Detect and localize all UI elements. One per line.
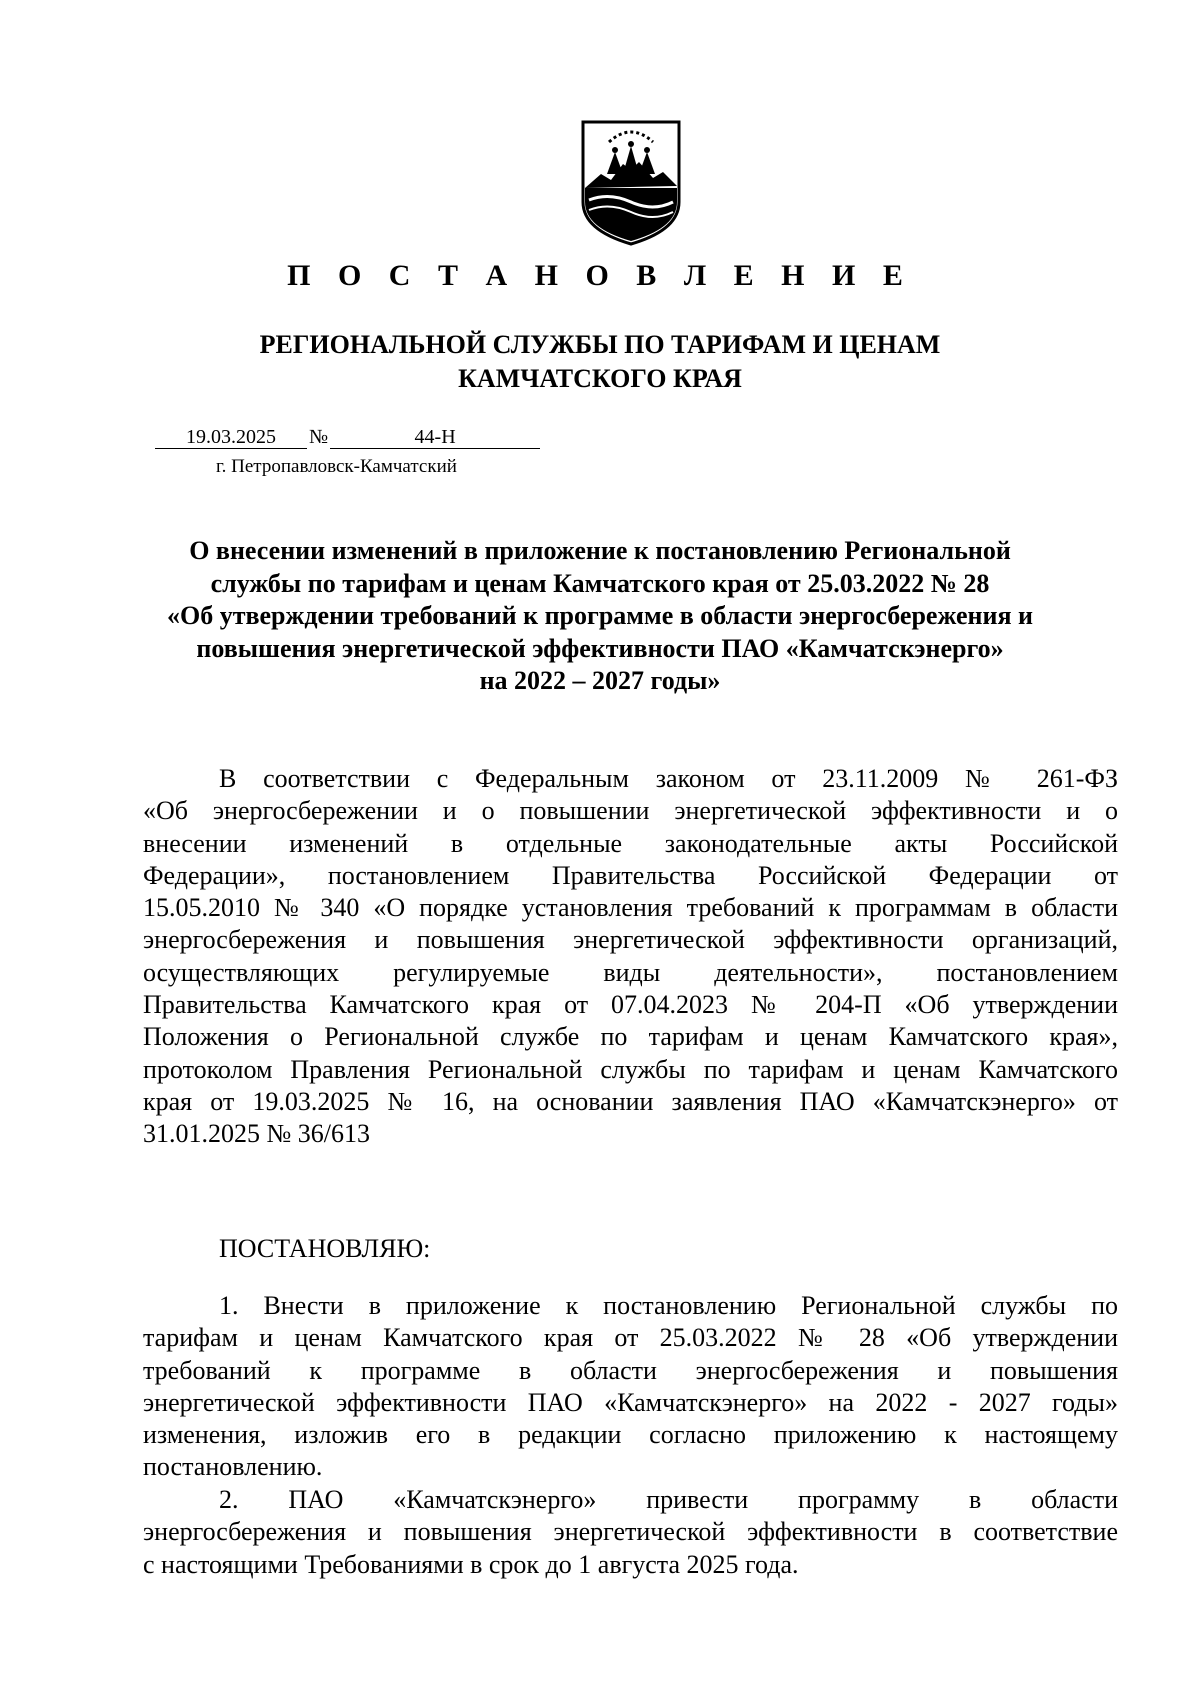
decree-word: ПОСТАНОВЛЯЮ: <box>219 1234 431 1263</box>
preamble-line: энергосбережения и повышения энергетической эффективности организаций, <box>143 925 1118 955</box>
item-line: с настоящими Требованиями в срок до 1 августа 2025 года. <box>143 1549 799 1579</box>
date-number-line <box>155 424 540 450</box>
preamble-line: внесении изменений в отдельные законодательные акты Российской <box>143 828 1118 858</box>
agency-line: КАМЧАТСКОГО КРАЯ <box>458 364 742 393</box>
kamchatka-coat-of-arms-icon <box>579 118 683 246</box>
preamble-line: Федерации», постановлением Правительства Российской Федерации от <box>143 860 1118 890</box>
preamble-line: протоколом Правления Региональной службы по тарифам и ценам Камчатского <box>143 1054 1118 1084</box>
preamble-line: 31.01.2025 № 36/613 <box>143 1119 371 1149</box>
document-date: 19.03.2025 <box>155 426 307 449</box>
preamble-line: 15.05.2010 № 340 «О порядке установления требований к программам в области <box>143 893 1118 923</box>
subject-line: «Об утверждении требований к программе в области энергосбережения и <box>166 601 1033 630</box>
item-line: изменения, изложив его в редакции согласно приложению к настоящему <box>143 1420 1118 1450</box>
decree-item-2 <box>143 1484 1118 1581</box>
preamble-line: края от 19.03.2025 № 16, на основании заявления ПАО «Камчатскэнерго» от <box>143 1086 1118 1116</box>
agency-line: РЕГИОНАЛЬНОЙ СЛУЖБЫ ПО ТАРИФАМ И ЦЕНАМ <box>259 330 941 359</box>
subject-line: службы по тарифам и ценам Камчатского края от 25.03.2022 № 28 <box>210 568 990 598</box>
subject-line: на 2022 – 2027 годы» <box>479 666 721 695</box>
preamble-line: Правительства Камчатского края от 07.04.2023 № 204-П «Об утверждении <box>143 990 1118 1020</box>
item-line: постановлению. <box>143 1452 323 1482</box>
preamble-line: осуществляющих регулируемые виды деятельности», постановлением <box>143 957 1118 987</box>
item-line: энергосбережения и повышения энергетической эффективности в соответствие <box>143 1517 1118 1547</box>
document-number: 44-Н <box>330 426 540 449</box>
item-line: 2. ПАО «Камчатскэнерго» привести программу в области <box>219 1485 1118 1514</box>
preamble-paragraph <box>143 763 1118 1151</box>
document-subject <box>120 535 1080 698</box>
number-sign: № <box>309 426 329 448</box>
preamble-line: «Об энергосбережении и о повышении энергетической эффективности и о <box>143 796 1118 826</box>
preamble-line: Положения о Региональной службе по тарифам и ценам Камчатского края», <box>143 1022 1118 1052</box>
decree-item-1 <box>143 1290 1118 1484</box>
subject-line: О внесении изменений в приложение к постановлению Региональной <box>189 536 1011 565</box>
city: г. Петропавловск-Камчатский <box>216 456 457 477</box>
issuing-agency <box>0 328 1200 396</box>
item-line: тарифам и ценам Камчатского края от 25.03.2022 № 28 «Об утверждении <box>143 1323 1118 1353</box>
subject-line: повышения энергетической эффективности ПАО «Камчатскэнерго» <box>196 633 1004 663</box>
document-type-title: П О С Т А Н О В Л Е Н И Е <box>287 259 913 292</box>
item-line: требований к программе в области энергосбережения и повышения <box>143 1355 1118 1385</box>
preamble-line: В соответствии с Федеральным законом от 23.11.2009 № 261-ФЗ <box>219 764 1118 793</box>
item-line: энергетической эффективности ПАО «Камчатскэнерго» на 2022 - 2027 годы» <box>143 1387 1118 1417</box>
item-line: 1. Внести в приложение к постановлению Региональной службы по <box>219 1291 1118 1320</box>
